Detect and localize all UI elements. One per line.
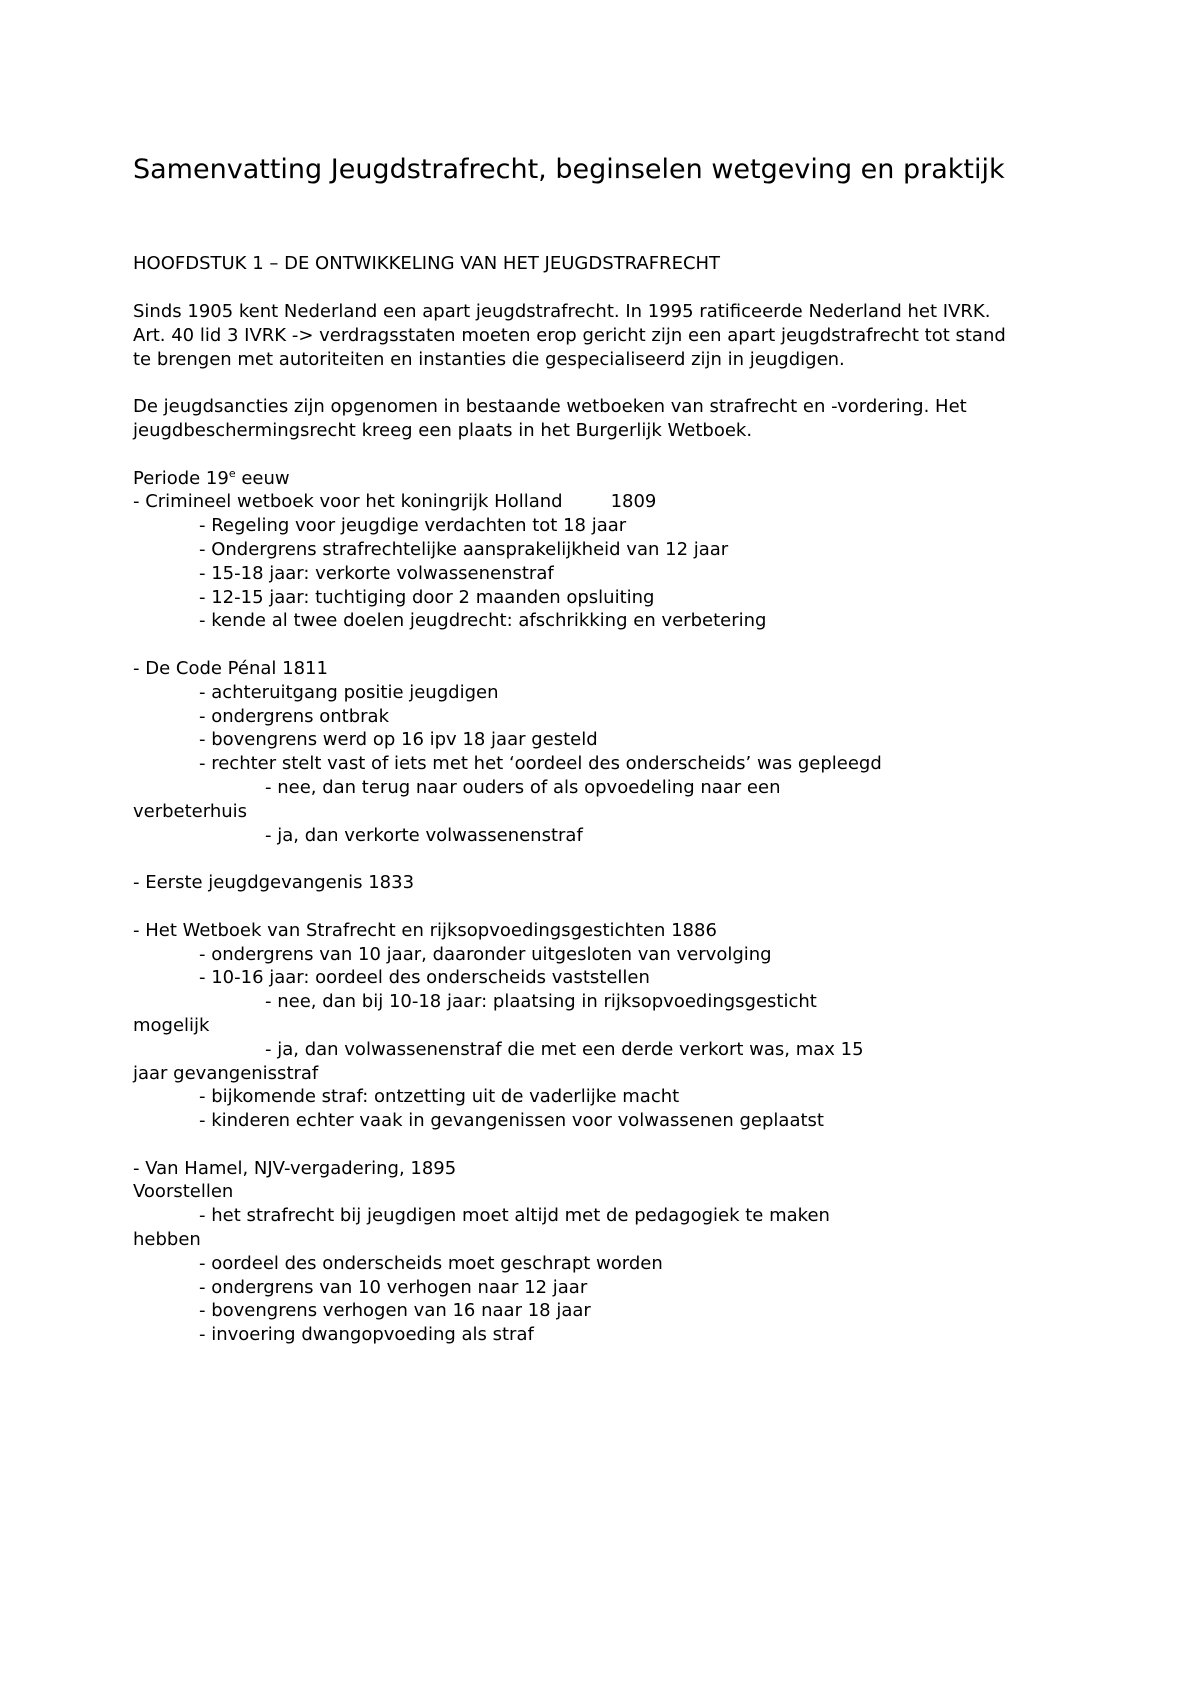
period-heading — [133, 467, 1013, 491]
list-item: - 10-16 jaar: oordeel des onderscheids vaststellen — [199, 967, 650, 989]
list-item: - 15-18 jaar: verkorte volwassenenstraf — [199, 562, 554, 584]
sub-list-item: - nee, dan terug naar ouders of als opvoedeling naar een — [265, 776, 781, 798]
sub-list-item: - nee, dan bij 10-18 jaar: plaatsing in rijksopvoedingsgesticht — [265, 991, 817, 1013]
document-body — [133, 300, 1013, 1347]
sub-list-item-continuation: verbeterhuis — [133, 800, 248, 822]
sub-list-item-continuation: mogelijk — [133, 1014, 210, 1036]
list-item: - 12-15 jaar: tuchtiging door 2 maanden opsluiting — [199, 586, 655, 608]
intro-paragraph-2: Art. 40 lid 3 IVRK -> verdragsstaten moeten erop gericht zijn een apart jeugdstrafrecht tot stand te brengen met autoriteiten en instanties die gespecialiseerd zijn in jeugdigen. — [133, 324, 1006, 370]
list-item: - bovengrens werd op 16 ipv 18 jaar gesteld — [199, 729, 598, 751]
wetboek-1886-title: - Het Wetboek van Strafrecht en rijksopvoedingsgestichten 1886 — [133, 919, 717, 941]
list-item: - oordeel des onderscheids moet geschrapt worden — [199, 1252, 663, 1274]
jeugdgevangenis-title: - Eerste jeugdgevangenis 1833 — [133, 872, 415, 894]
list-item: - kende al twee doelen jeugdrecht: afschrikking en verbetering — [199, 610, 767, 632]
list-item: - ondergrens van 10 verhogen naar 12 jaar — [199, 1276, 588, 1298]
sub-list-item: - ja, dan volwassenenstraf die met een derde verkort was, max 15 — [265, 1038, 864, 1060]
document-title: Samenvatting Jeugdstrafrecht, beginselen wetgeving en praktijk — [133, 154, 1005, 185]
sub-list-item: - ja, dan verkorte volwassenenstraf — [265, 824, 583, 846]
list-item: - kinderen echter vaak in gevangenissen voor volwassenen geplaatst — [199, 1110, 824, 1132]
list-item: - bovengrens verhogen van 16 naar 18 jaar — [199, 1300, 591, 1322]
crimineel-wetboek-year: 1809 — [610, 491, 657, 513]
intro-paragraph-3: De jeugdsancties zijn opgenomen in bestaande wetboeken van strafrecht en -vordering. Het jeugdbeschermingsrecht kreeg een plaats in het Burgerlijk Wetboek. — [133, 396, 967, 441]
period-sup: e — [228, 466, 236, 480]
period-suffix: eeuw — [235, 467, 290, 489]
list-item: - Regeling voor jeugdige verdachten tot 18 jaar — [199, 515, 627, 537]
list-item: - bijkomende straf: ontzetting uit de vaderlijke macht — [199, 1086, 680, 1108]
period-label: Periode 19 — [133, 467, 229, 489]
list-item: - achteruitgang positie jeugdigen — [199, 681, 499, 703]
code-penal-title: - De Code Pénal 1811 — [133, 657, 328, 679]
list-item: - Ondergrens strafrechtelijke aansprakelijkheid van 12 jaar — [199, 538, 729, 560]
list-item-continuation: hebben — [133, 1229, 201, 1251]
crimineel-wetboek-title — [133, 490, 1013, 514]
van-hamel-subtitle: Voorstellen — [133, 1181, 234, 1203]
list-item: - rechter stelt vast of iets met het ‘oordeel des onderscheids’ was gepleegd — [199, 753, 882, 775]
sub-list-item-continuation: jaar gevangenisstraf — [133, 1062, 319, 1084]
chapter-heading: HOOFDSTUK 1 – DE ONTWIKKELING VAN HET JEUGDSTRAFRECHT — [133, 253, 721, 274]
intro-paragraph-1: Sinds 1905 kent Nederland een apart jeugdstrafrecht. In 1995 ratificeerde Nederland het IVRK. — [133, 301, 991, 322]
crimineel-wetboek-label: - Crimineel wetboek voor het koningrijk Holland — [133, 491, 563, 513]
van-hamel-title: - Van Hamel, NJV-vergadering, 1895 — [133, 1157, 457, 1179]
list-item: - ondergrens van 10 jaar, daaronder uitgesloten van vervolging — [199, 943, 772, 965]
list-item: - ondergrens ontbrak — [199, 705, 389, 727]
list-item: - het strafrecht bij jeugdigen moet altijd met de pedagogiek te maken — [199, 1205, 830, 1227]
list-item: - invoering dwangopvoeding als straf — [199, 1324, 534, 1346]
